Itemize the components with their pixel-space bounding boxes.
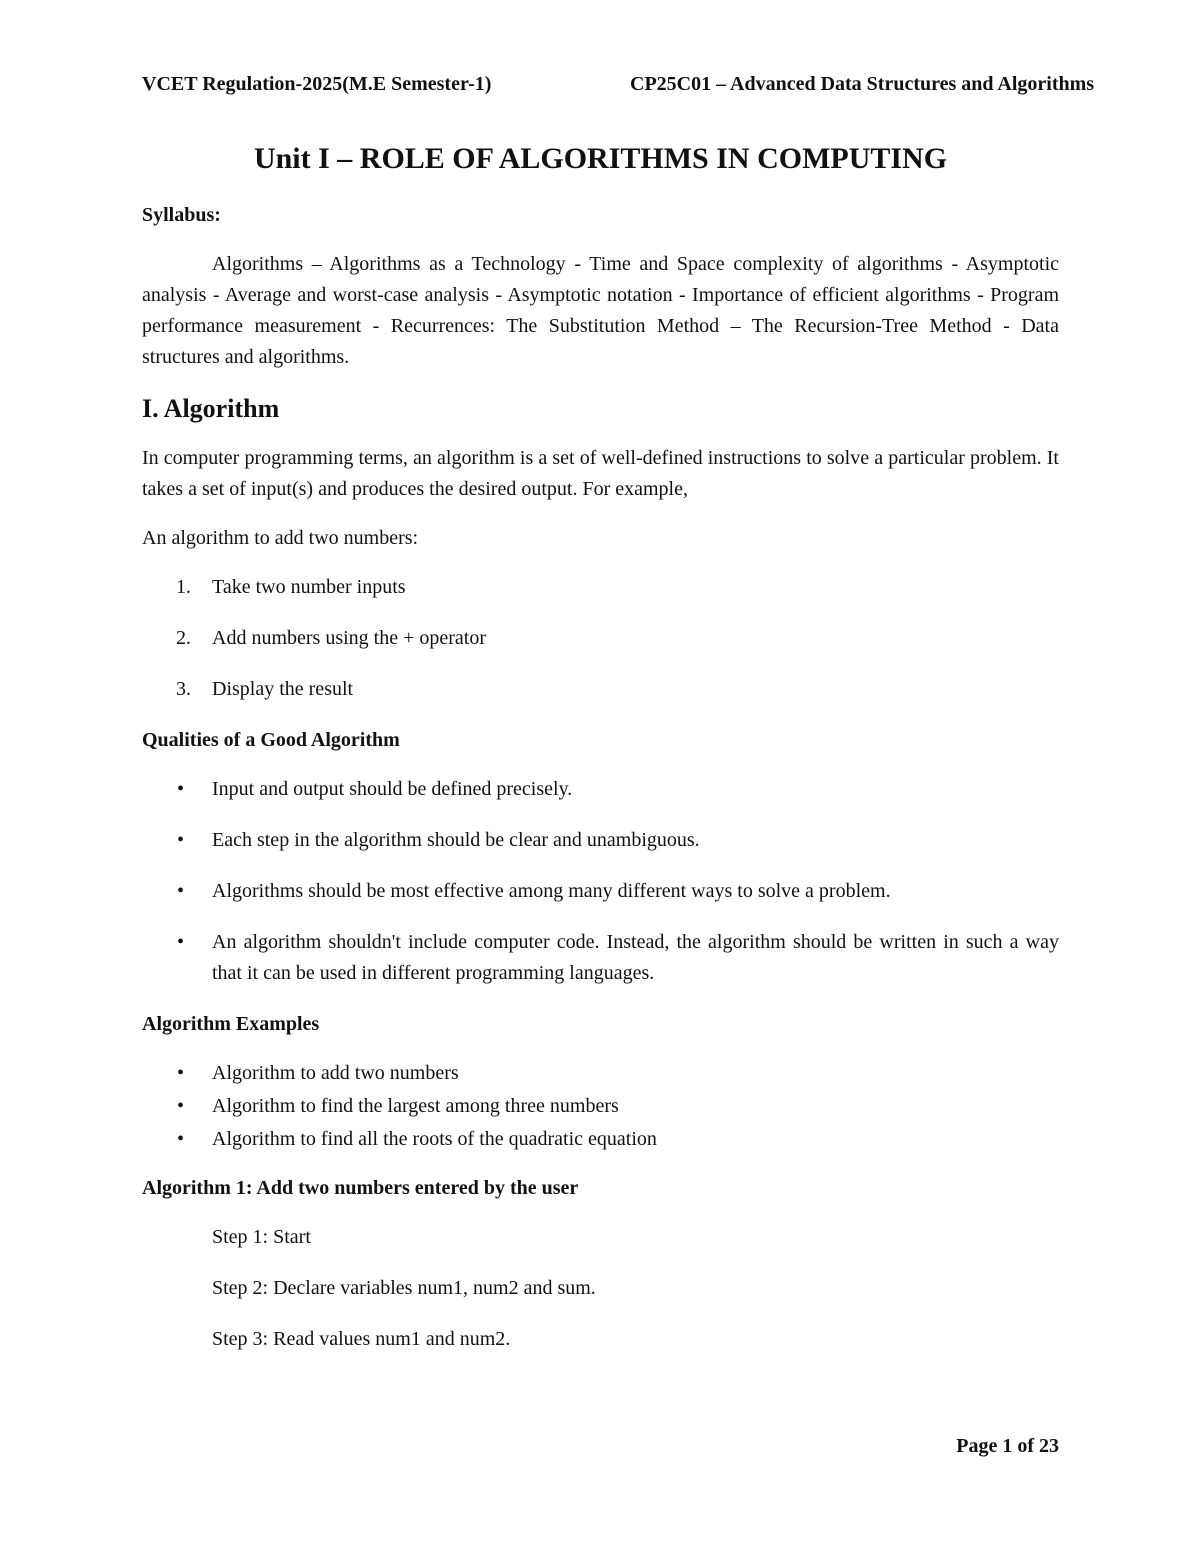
list-number: 3.: [176, 678, 191, 700]
add-numbers-steps: [142, 572, 1059, 705]
examples-heading: Algorithm Examples: [142, 1013, 320, 1035]
page-footer: [956, 1432, 1059, 1460]
list-item: [142, 876, 1059, 907]
algorithm1-steps: [142, 1222, 1059, 1355]
list-item: [142, 1058, 1059, 1089]
qualities-heading: Qualities of a Good Algorithm: [142, 729, 400, 751]
qualities-list: [142, 774, 1059, 989]
list-item-text: Algorithm to find the largest among three numbers: [212, 1095, 619, 1117]
page-total: 23: [1039, 1435, 1059, 1457]
bullet-icon: •: [177, 1128, 185, 1150]
list-item-text: Add numbers using the + operator: [212, 627, 487, 649]
bullet-icon: •: [177, 778, 185, 800]
bullet-icon: •: [177, 931, 185, 953]
syllabus-text: Algorithms – Algorithms as a Technology - Time and Space complexity of algorithms - Asymptotic analysis - Average and worst-case analysis - Asymptotic notation - Importance of efficient algorithms - Program performance measurement - Recurrences: The Substitution Method – The Recursion-Tree Method - Data structures and algorithms.: [142, 253, 1059, 368]
list-item: [142, 927, 1059, 989]
list-item-text: Take two number inputs: [212, 576, 406, 598]
header-course-title: CP25C01 – Advanced Data Structures and Algorithms: [630, 73, 1095, 95]
example-lead: An algorithm to add two numbers:: [142, 527, 419, 549]
algorithm-step: Step 3: Read values num1 and num2.: [212, 1328, 511, 1350]
document-body: [142, 136, 1059, 1375]
list-item: [142, 1124, 1059, 1155]
bullet-icon: •: [177, 1062, 185, 1084]
algorithm-step: Step 1: Start: [212, 1226, 311, 1248]
list-item-text: Each step in the algorithm should be clear and unambiguous.: [212, 829, 700, 851]
examples-list: [142, 1058, 1059, 1155]
bullet-icon: •: [177, 829, 185, 851]
list-item-text: Input and output should be defined precisely.: [212, 778, 573, 800]
list-item-text: An algorithm shouldn't include computer code. Instead, the algorithm should be written in such a way that it can be used in different programming languages.: [212, 931, 1059, 984]
page-word: Page: [956, 1435, 998, 1457]
unit-title: Unit I – ROLE OF ALGORITHMS IN COMPUTING: [253, 142, 948, 175]
list-item-text: Algorithms should be most effective among many different ways to solve a problem.: [212, 880, 891, 902]
bullet-icon: •: [177, 1095, 185, 1117]
header-course-regulation: VCET Regulation-2025(M.E Semester-1): [142, 73, 492, 95]
page-number: 1: [1002, 1435, 1013, 1457]
of-word: of: [1017, 1435, 1034, 1457]
section-heading-algorithm: I. Algorithm: [142, 394, 280, 423]
list-number: 2.: [176, 627, 191, 649]
list-item: [142, 825, 1059, 856]
list-number: 1.: [176, 576, 191, 598]
bullet-icon: •: [177, 880, 185, 902]
list-item: [142, 572, 1059, 603]
list-item: [142, 674, 1059, 705]
list-item-text: Display the result: [212, 678, 354, 700]
algorithm1-heading: Algorithm 1: Add two numbers entered by the user: [142, 1177, 579, 1199]
list-item-text: Algorithm to find all the roots of the quadratic equation: [212, 1128, 657, 1150]
list-item-text: Algorithm to add two numbers: [212, 1062, 459, 1084]
algorithm-step: Step 2: Declare variables num1, num2 and sum.: [212, 1277, 596, 1299]
syllabus-label: Syllabus:: [142, 204, 221, 226]
algorithm-intro: In computer programming terms, an algorithm is a set of well-defined instructions to solve a particular problem. It takes a set of input(s) and produces the desired output. For example,: [142, 447, 1059, 500]
list-item: [142, 1091, 1059, 1122]
list-item: [142, 774, 1059, 805]
list-item: [142, 623, 1059, 654]
